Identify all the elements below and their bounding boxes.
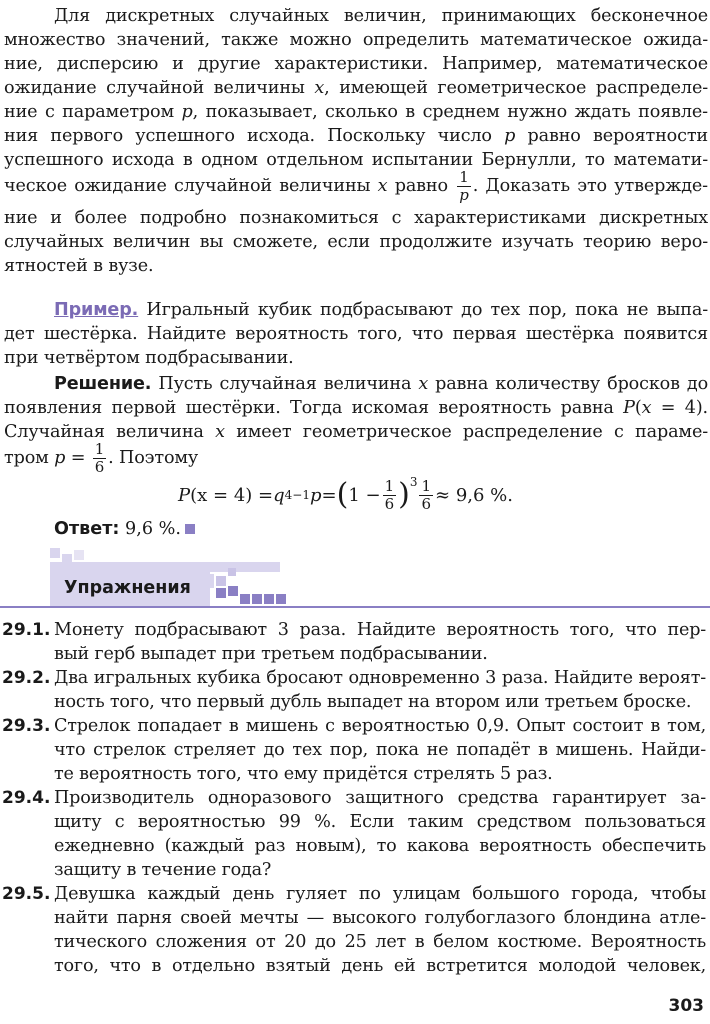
- exercise-text-line: Девушка каждый день гуляет по улицам большого города, чтобы: [54, 884, 706, 904]
- exercise-text-line: найти парня своей мечты — высокого голубоглазого блондина атле-: [54, 908, 706, 928]
- intro-line-7: успешного исхода в одном отдельном испытании Бернулли, то математи-: [4, 150, 708, 170]
- solution-line-2: появления первой шестёрки. Тогда искомая вероятность равна P(x = 4).: [4, 398, 708, 418]
- exercise-text-line: Монету подбрасывают 3 раза. Найдите вероятность того, что пер-: [54, 620, 706, 640]
- exercise-text-line: те вероятность того, что ему придётся стрелять 5 раз.: [54, 764, 553, 784]
- example-line-2: дет шестёрка. Найдите вероятность того, что первая шестёрка появится: [4, 324, 708, 344]
- intro-line-9: ние и более подробно познакомиться с характеристиками дискретных: [4, 208, 708, 228]
- intro-line-2: множество значений, также можно определить математическое ожида-: [4, 30, 708, 50]
- exercise-text-line: ность того, что первый дубль выпадет на втором или третьем броске.: [54, 692, 692, 712]
- exercise-text-line: щиту с вероятностью 99 %. Если таким средством пользоваться: [54, 812, 706, 832]
- intro-line-3: ние, дисперсию и другие характеристики. Например, математическое: [4, 54, 708, 74]
- exercise-text-line: Производитель одноразового защитного средства гарантирует за-: [54, 788, 706, 808]
- example-line-1: Пример. Игральный кубик подбрасывают до тех пор, пока не выпа-: [54, 300, 708, 320]
- exercise-text-line: Два игральных кубика бросают одновременно 3 раза. Найдите вероят-: [54, 668, 706, 688]
- intro-line-1: Для дискретных случайных величин, принимающих бесконечное: [54, 6, 708, 26]
- exercise-number: 29.3.: [2, 716, 51, 736]
- intro-line-4: ожидание случайной величины x, имеющей геометрическое распределе-: [4, 78, 708, 98]
- fraction-one-sixth: $\frac{1}{6}$: [384, 476, 395, 513]
- exercise-number: 29.2.: [2, 668, 51, 688]
- example-label: Пример.: [54, 300, 139, 320]
- exercise-text-line: защиту в течение года?: [54, 860, 272, 880]
- answer-line: Ответ: 9,6 %.: [54, 517, 195, 541]
- solution-line-4: тром p = $\frac{1}{6}$ . Поэтому: [4, 439, 199, 476]
- exercise-text-line: вый герб выпадет при третьем подбрасывании.: [54, 644, 488, 664]
- intro-line-6: ния первого успешного исхода. Поскольку число p равно вероятности: [4, 126, 708, 146]
- exercises-title: Упражнения: [64, 578, 191, 598]
- solution-line-1: Решение. Пусть случайная величина x равна количеству бросков до: [54, 374, 709, 394]
- page-number: 303: [668, 996, 704, 1016]
- fraction-one-sixth: $\frac{1}{6}$: [421, 476, 432, 513]
- exercise-text-line: Стрелок попадает в мишень с вероятностью 0,9. Опыт состоит в том,: [54, 716, 706, 736]
- intro-line-8: ческое ожидание случайной величины x равно $\frac{1}{p}$ . Доказать это утвержде-: [4, 167, 708, 204]
- exercise-text-line: того, что в отдельно взятый день ей встретится молодой человек,: [54, 956, 706, 976]
- section-divider: [0, 606, 710, 608]
- intro-line-11: ятностей в вузе.: [4, 256, 154, 276]
- exercise-number: 29.4.: [2, 788, 51, 808]
- intro-line-10: случайных величин вы сможете, если продолжите изучать теорию веро-: [4, 232, 708, 252]
- exercise-number: 29.5.: [2, 884, 51, 904]
- exercise-number: 29.1.: [2, 620, 51, 640]
- solution-label: Решение.: [54, 374, 152, 394]
- example-line-3: при четвёртом подбрасывании.: [4, 348, 294, 368]
- end-of-solution-square-icon: [185, 524, 195, 534]
- exercise-text-line: ежедневно (каждый раз новым), то какова вероятность обеспечить: [54, 836, 706, 856]
- exercise-text-line: тического сложения от 20 до 25 лет в белом костюме. Вероятность: [54, 932, 706, 952]
- exercise-text-line: что стрелок стреляет до тех пор, пока не попадёт в мишень. Найди-: [54, 740, 706, 760]
- probability-formula: P (x = 4) = q 4−1 p = ( 1 − $\frac{1}{6}$ ) $^3$ $\frac{1}{6}$ ≈ 9,6 %.: [178, 475, 514, 513]
- fraction-one-sixth: $\frac{1}{6}$: [94, 439, 105, 476]
- solution-line-3: Случайная величина x имеет геометрическое распределение с параме-: [4, 422, 709, 442]
- answer-label: Ответ:: [54, 519, 120, 539]
- intro-line-5: ние с параметром p, показывает, сколько в среднем нужно ждать появле-: [4, 102, 708, 122]
- fraction-one-over-p: $\frac{1}{p}$: [459, 167, 469, 204]
